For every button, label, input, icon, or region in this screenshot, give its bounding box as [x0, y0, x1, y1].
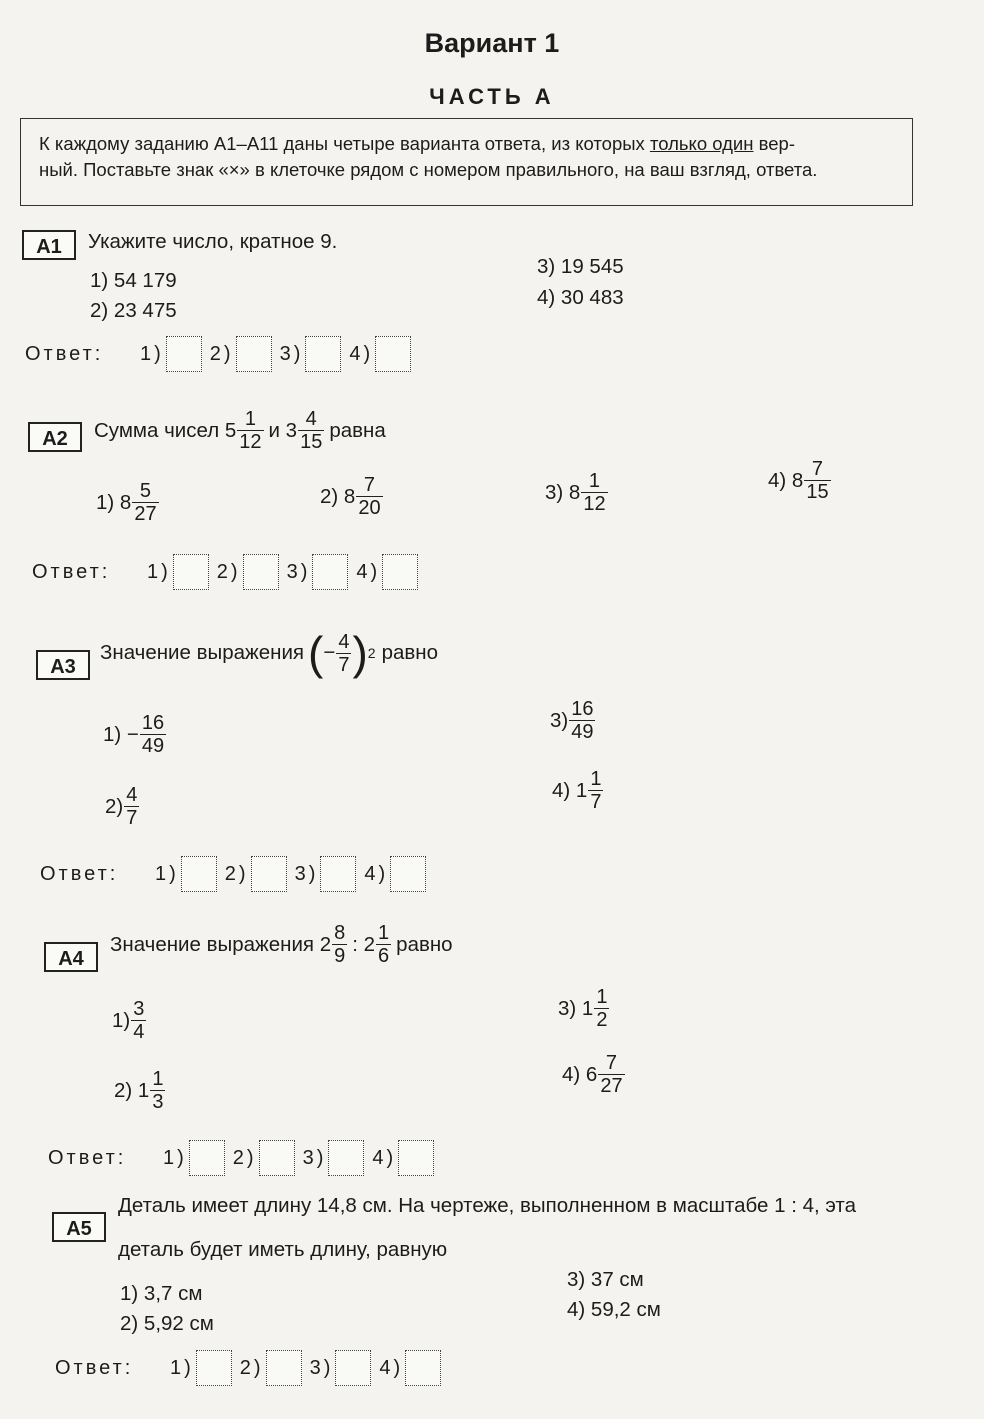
fraction-a4-1: $\frac{8}{9}$ — [334, 922, 346, 967]
answer-box-a3-2[interactable] — [251, 856, 287, 892]
answer-box-a1-1[interactable] — [166, 336, 202, 372]
question-text-a5-line2: деталь будет иметь длину, равную — [118, 1238, 448, 1261]
option-a3-3: 3) $\frac{16}{49}$ — [550, 698, 594, 743]
option-a3-2: 2) $\frac{4}{7}$ — [105, 784, 138, 829]
question-label-a3: А3 — [36, 650, 90, 680]
option-a2-2: 2) 8 $\frac{7}{20}$ — [320, 474, 381, 519]
fraction-a3: $\frac{4}{7}$ — [338, 630, 350, 676]
answer-box-a1-4[interactable] — [375, 336, 411, 372]
option-a5-4: 4) 59,2 см — [567, 1298, 661, 1321]
instruction-line2: ный. Поставьте знак «×» в клеточке рядом с номером правильного, на ваш взгляд, ответа. — [39, 159, 818, 180]
answer-box-a5-1[interactable] — [196, 1350, 232, 1386]
answer-row-a1 — [25, 336, 411, 372]
option-a5-3: 3) 37 см — [567, 1268, 644, 1291]
option-a1-1: 1) 54 179 — [90, 269, 177, 292]
answer-box-a2-4[interactable] — [382, 554, 418, 590]
option-a1-2: 2) 23 475 — [90, 299, 177, 322]
answer-box-a2-2[interactable] — [243, 554, 279, 590]
answer-label: Ответ: — [32, 560, 111, 583]
answer-row-a2: Ответ: 1) 2) 3) 4) — [32, 554, 418, 590]
answer-box-a4-3[interactable] — [328, 1140, 364, 1176]
answer-box-a2-3[interactable] — [312, 554, 348, 590]
option-a5-2: 2) 5,92 см — [120, 1312, 214, 1335]
question-text-a4-mid: : 2 — [352, 932, 376, 956]
answer-box-a1-3[interactable] — [305, 336, 341, 372]
answer-box-a5-2[interactable] — [266, 1350, 302, 1386]
question-text-a2-post: равна — [329, 418, 386, 442]
instruction-text-pre: К каждому заданию А1–А11 даны четыре варианта ответа, из которых — [39, 133, 650, 154]
option-a4-1: 1) $\frac{3}{4}$ — [112, 998, 145, 1043]
question-text-a4 — [110, 922, 453, 967]
instruction-text-post: вер- — [753, 133, 795, 154]
instruction-underlined: только один — [649, 133, 754, 154]
question-label-a2: А2 — [28, 422, 82, 452]
answer-row-a5: Ответ: 1) 2) 3) 4) — [55, 1350, 441, 1386]
option-a5-1: 1) 3,7 см — [120, 1282, 203, 1305]
question-text-a3: Значение выражения ( − $\frac{4}{7}$ ) 2 равно — [100, 627, 439, 679]
option-a1-4: 4) 30 483 — [537, 286, 624, 309]
answer-num-4: 4) — [349, 342, 374, 365]
question-label-a1: А1 — [22, 230, 76, 260]
answer-row-a4: Ответ: 1) 2) 3) 4) — [48, 1140, 434, 1176]
option-a1-3: 3) 19 545 — [537, 255, 624, 278]
answer-box-a3-3[interactable] — [320, 856, 356, 892]
option-a3-4: 4) 1 $\frac{1}{7}$ — [552, 768, 602, 813]
part-title: ЧАСТЬ А — [429, 84, 555, 109]
option-a4-2: 2) 1 $\frac{1}{3}$ — [114, 1068, 164, 1113]
answer-box-a4-1[interactable] — [189, 1140, 225, 1176]
answer-label: Ответ: — [48, 1146, 127, 1169]
answer-num-1: 1) — [140, 342, 164, 365]
variant-title: Вариант 1 — [424, 28, 560, 58]
option-a2-4: 4) 8 $\frac{7}{15}$ — [768, 458, 829, 503]
question-text-a5-line1: Деталь имеет длину 14,8 см. На чертеже, выполненном в масштабе 1 : 4, эта — [118, 1194, 856, 1217]
option-a3-1: 1) − $\frac{16}{49}$ — [103, 712, 165, 757]
answer-box-a3-4[interactable] — [390, 856, 426, 892]
option-a2-3: 3) 8 $\frac{1}{12}$ — [545, 470, 606, 515]
instruction-box — [20, 118, 913, 206]
answer-box-a5-4[interactable] — [405, 1350, 441, 1386]
question-text-a2-pre: Сумма чисел 5 — [94, 418, 237, 442]
question-text-a3-post: равно — [381, 641, 439, 664]
question-text-a2 — [94, 408, 386, 453]
question-label-a4: А4 — [44, 942, 98, 972]
fraction-a2-1: $\frac{1}{12}$ — [239, 408, 262, 453]
answer-label: Ответ: — [55, 1356, 134, 1379]
answer-label: Ответ: — [25, 342, 104, 365]
fraction-a2-2: $\frac{4}{15}$ — [300, 408, 323, 453]
question-text-a2-mid: и 3 — [268, 418, 298, 442]
question-text-a1: Укажите число, кратное 9. — [88, 230, 338, 253]
answer-box-a5-3[interactable] — [335, 1350, 371, 1386]
answer-box-a1-2[interactable] — [236, 336, 272, 372]
exponent-a3: 2 — [367, 645, 376, 661]
question-text-a3-pre: Значение выражения — [100, 641, 305, 664]
answer-num-2: 2) — [209, 342, 234, 365]
question-label-a5: А5 — [52, 1212, 106, 1242]
answer-box-a4-2[interactable] — [259, 1140, 295, 1176]
option-a2-1: 1) 8 $\frac{5}{27}$ — [96, 480, 157, 525]
option-a4-4: 4) 6 $\frac{7}{27}$ — [562, 1052, 623, 1097]
answer-num-3: 3) — [279, 342, 304, 365]
answer-box-a4-4[interactable] — [398, 1140, 434, 1176]
answer-box-a3-1[interactable] — [181, 856, 217, 892]
answer-label: Ответ: — [40, 862, 119, 885]
answer-box-a2-1[interactable] — [173, 554, 209, 590]
option-a4-3: 3) 1 $\frac{1}{2}$ — [558, 986, 608, 1031]
question-text-a4-post: равно — [396, 932, 453, 956]
fraction-a4-2: $\frac{1}{6}$ — [378, 922, 390, 967]
answer-row-a3: Ответ: 1) 2) 3) 4) — [40, 856, 426, 892]
question-text-a4-pre: Значение выражения 2 — [110, 932, 332, 956]
